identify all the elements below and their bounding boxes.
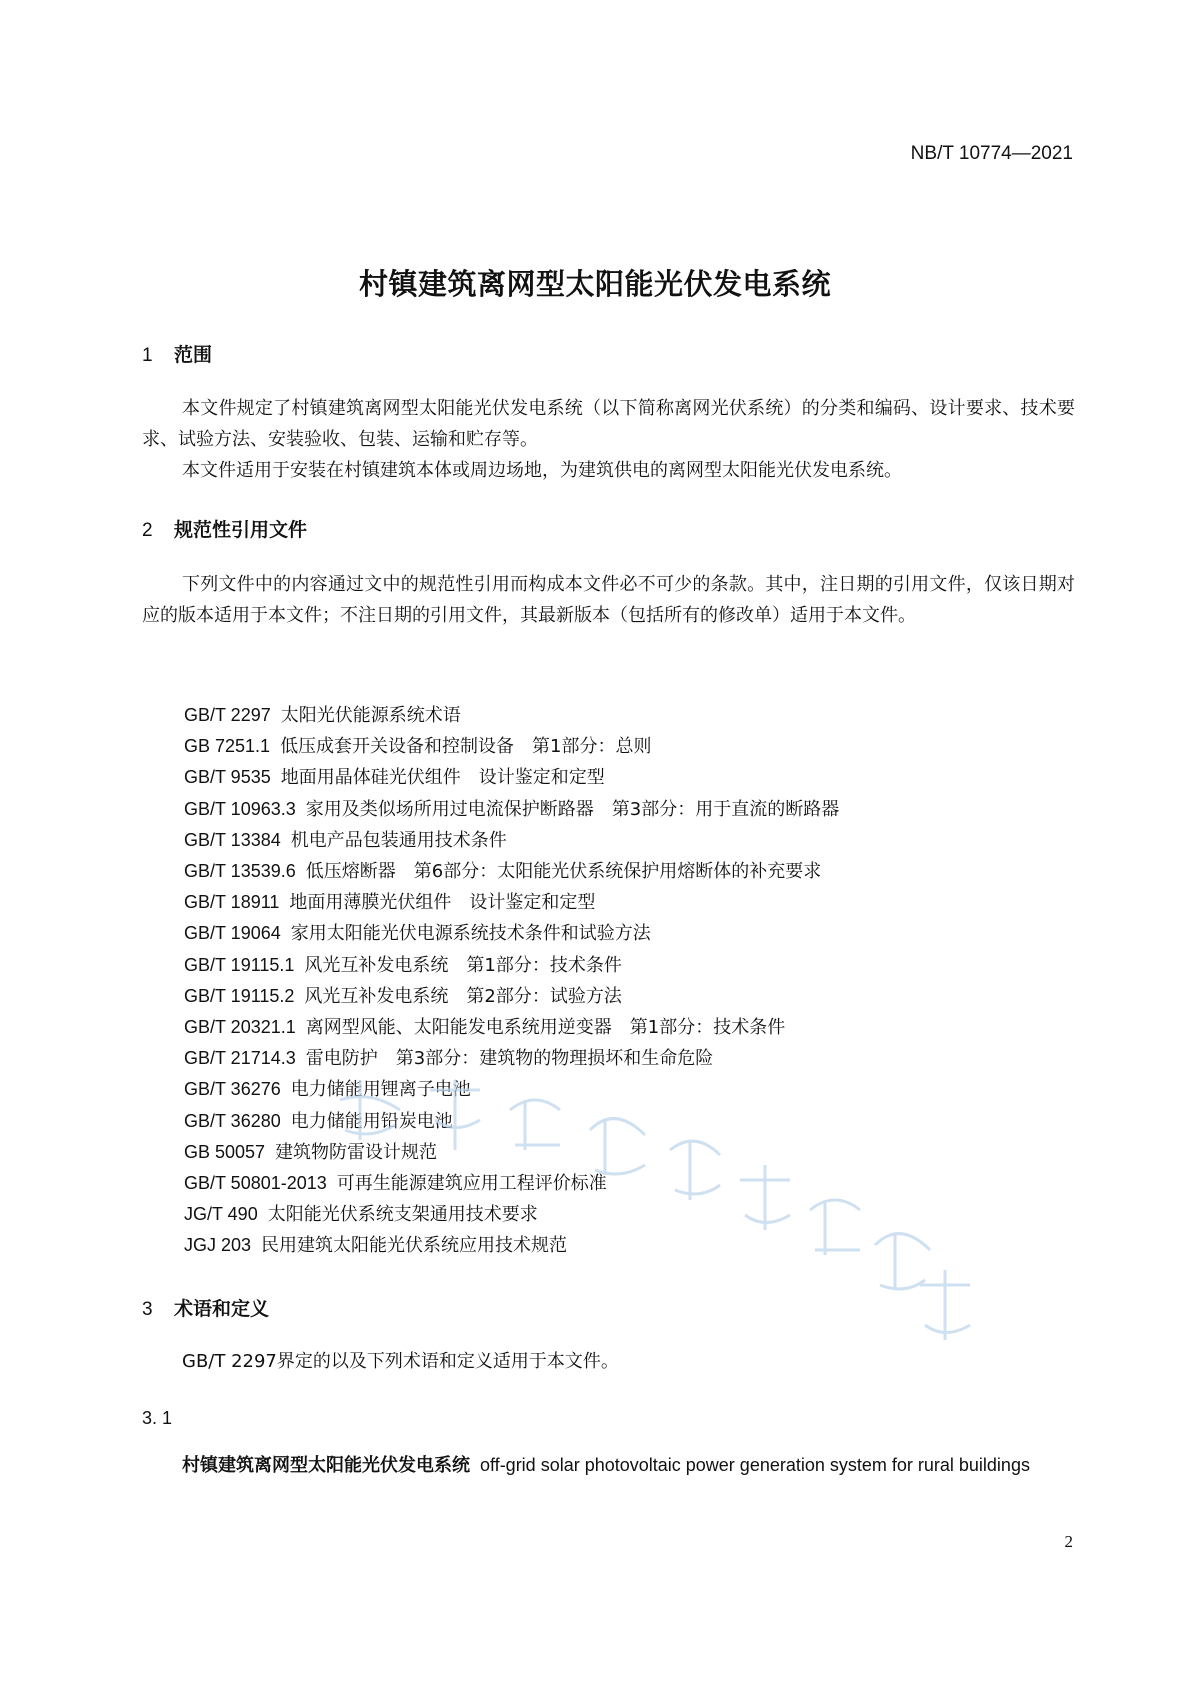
document-title: 村镇建筑离网型太阳能光伏发电系统 <box>358 267 831 301</box>
reference-name: 家用及类似场所用过电流保护断路器 第3部分：用于直流的断路器 <box>305 798 840 820</box>
reference-code: GB/T 36280 <box>184 1110 281 1131</box>
reference-code: GB/T 19115.2 <box>184 985 295 1006</box>
reference-item <box>184 1199 839 1230</box>
reference-code: GB/T 18911 <box>184 892 280 913</box>
section-title: 范围 <box>174 344 213 366</box>
term-definition <box>142 1450 1075 1481</box>
section-number: 1 <box>142 345 153 366</box>
reference-item <box>184 887 839 918</box>
reference-name: 风光互补发电系统 第1部分：技术条件 <box>304 954 622 976</box>
reference-item <box>184 950 839 981</box>
watermark-glyph <box>875 1234 930 1290</box>
reference-name: 雷电防护 第3部分：建筑物的物理损坏和生命危险 <box>305 1048 714 1070</box>
term-number: 3. 1 <box>142 1408 173 1428</box>
section-number: 2 <box>142 520 153 541</box>
section-title: 规范性引用文件 <box>174 519 308 541</box>
section-2-paragraph-1: 下列文件中的内容通过文中的规范性引用而构成本文件必不可少的条款。其中，注日期的引用文件，仅该日期对应的版本适用于本文件；不注日期的引用文件，其最新版本（包括所有的修改单）适用于本文件。 <box>142 574 1075 626</box>
reference-name: 机电产品包装通用技术条件 <box>290 829 507 851</box>
reference-item <box>184 1043 839 1074</box>
reference-code: GB/T 19115.1 <box>184 954 295 975</box>
reference-name: 电力储能用锂离子电池 <box>290 1079 471 1101</box>
reference-item <box>184 981 839 1012</box>
section-2-heading <box>142 515 307 542</box>
reference-name: 低压成套开关设备和控制设备 第1部分：总则 <box>280 736 652 758</box>
reference-item <box>184 1074 839 1105</box>
reference-item <box>184 825 839 856</box>
reference-code: GB/T 21714.3 <box>184 1048 296 1069</box>
watermark-glyph <box>920 1270 970 1340</box>
reference-item <box>184 700 839 731</box>
reference-code: GB/T 20321.1 <box>184 1017 296 1038</box>
section-title: 术语和定义 <box>174 1298 270 1320</box>
reference-code: GB/T 19064 <box>184 923 281 944</box>
reference-name: 低压熔断器 第6部分：太阳能光伏系统保护用熔断体的补充要求 <box>305 861 822 883</box>
reference-code: GB/T 2297 <box>184 705 271 725</box>
reference-code: GB/T 13384 <box>184 829 281 850</box>
reference-item <box>184 1230 839 1261</box>
reference-name: 风光互补发电系统 第2部分：试验方法 <box>304 985 622 1007</box>
reference-name: 建筑物防雷设计规范 <box>275 1141 438 1163</box>
reference-name: 地面用晶体硅光伏组件 设计鉴定和定型 <box>280 767 605 789</box>
reference-name: 离网型风能、太阳能发电系统用逆变器 第1部分：技术条件 <box>305 1017 786 1039</box>
reference-code: JG/T 490 <box>184 1204 258 1225</box>
normative-reference-list <box>184 700 839 1262</box>
reference-item <box>184 1137 839 1168</box>
reference-code: GB/T 13539.6 <box>184 861 296 882</box>
reference-name: 电力储能用铅炭电池 <box>290 1110 453 1132</box>
reference-code: JGJ 203 <box>184 1235 252 1256</box>
reference-code: GB/T 50801-2013 <box>184 1173 327 1194</box>
reference-code: GB 7251.1 <box>184 736 271 757</box>
reference-item <box>184 1168 839 1199</box>
reference-name: 太阳光伏能源系统术语 <box>280 705 461 726</box>
reference-item <box>184 794 839 825</box>
section-number: 3 <box>142 1299 153 1320</box>
section-3-heading <box>142 1294 269 1321</box>
term-english: off-grid solar photovoltaic power generation system for rural buildings <box>480 1455 1030 1475</box>
reference-code: GB/T 10963.3 <box>184 798 296 819</box>
reference-item <box>184 1012 839 1043</box>
reference-name: 太阳能光伏系统支架通用技术要求 <box>267 1204 538 1226</box>
section-1-heading <box>142 340 212 367</box>
section-1-paragraph-1: 本文件规定了村镇建筑离网型太阳能光伏发电系统（以下简称离网光伏系统）的分类和编码、设计要求、技术要求、试验方法、安装验收、包装、运输和贮存等。 <box>142 398 1075 450</box>
section-1-paragraph-2: 本文件适用于安装在村镇建筑本体或周边场地，为建筑供电的离网型太阳能光伏发电系统。 <box>182 460 902 481</box>
reference-name: 地面用薄膜光伏组件 设计鉴定和定型 <box>289 892 596 914</box>
reference-item <box>184 1106 839 1137</box>
term-chinese: 村镇建筑离网型太阳能光伏发电系统 <box>182 1455 470 1476</box>
reference-code: GB 50057 <box>184 1141 266 1162</box>
reference-name: 家用太阳能光伏电源系统技术条件和试验方法 <box>290 923 651 945</box>
page-number: 2 <box>1064 1532 1073 1551</box>
section-3-paragraph-1: GB/T 2297界定的以及下列术语和定义适用于本文件。 <box>182 1351 619 1372</box>
reference-item <box>184 762 839 793</box>
reference-item <box>184 856 839 887</box>
reference-item <box>184 731 839 762</box>
reference-name: 可再生能源建筑应用工程评价标准 <box>336 1173 607 1195</box>
standard-code: NB/T 10774—2021 <box>910 143 1073 164</box>
reference-code: GB/T 36276 <box>184 1079 281 1100</box>
reference-code: GB/T 9535 <box>184 767 271 788</box>
reference-name: 民用建筑太阳能光伏系统应用技术规范 <box>261 1235 568 1257</box>
reference-item <box>184 918 839 949</box>
